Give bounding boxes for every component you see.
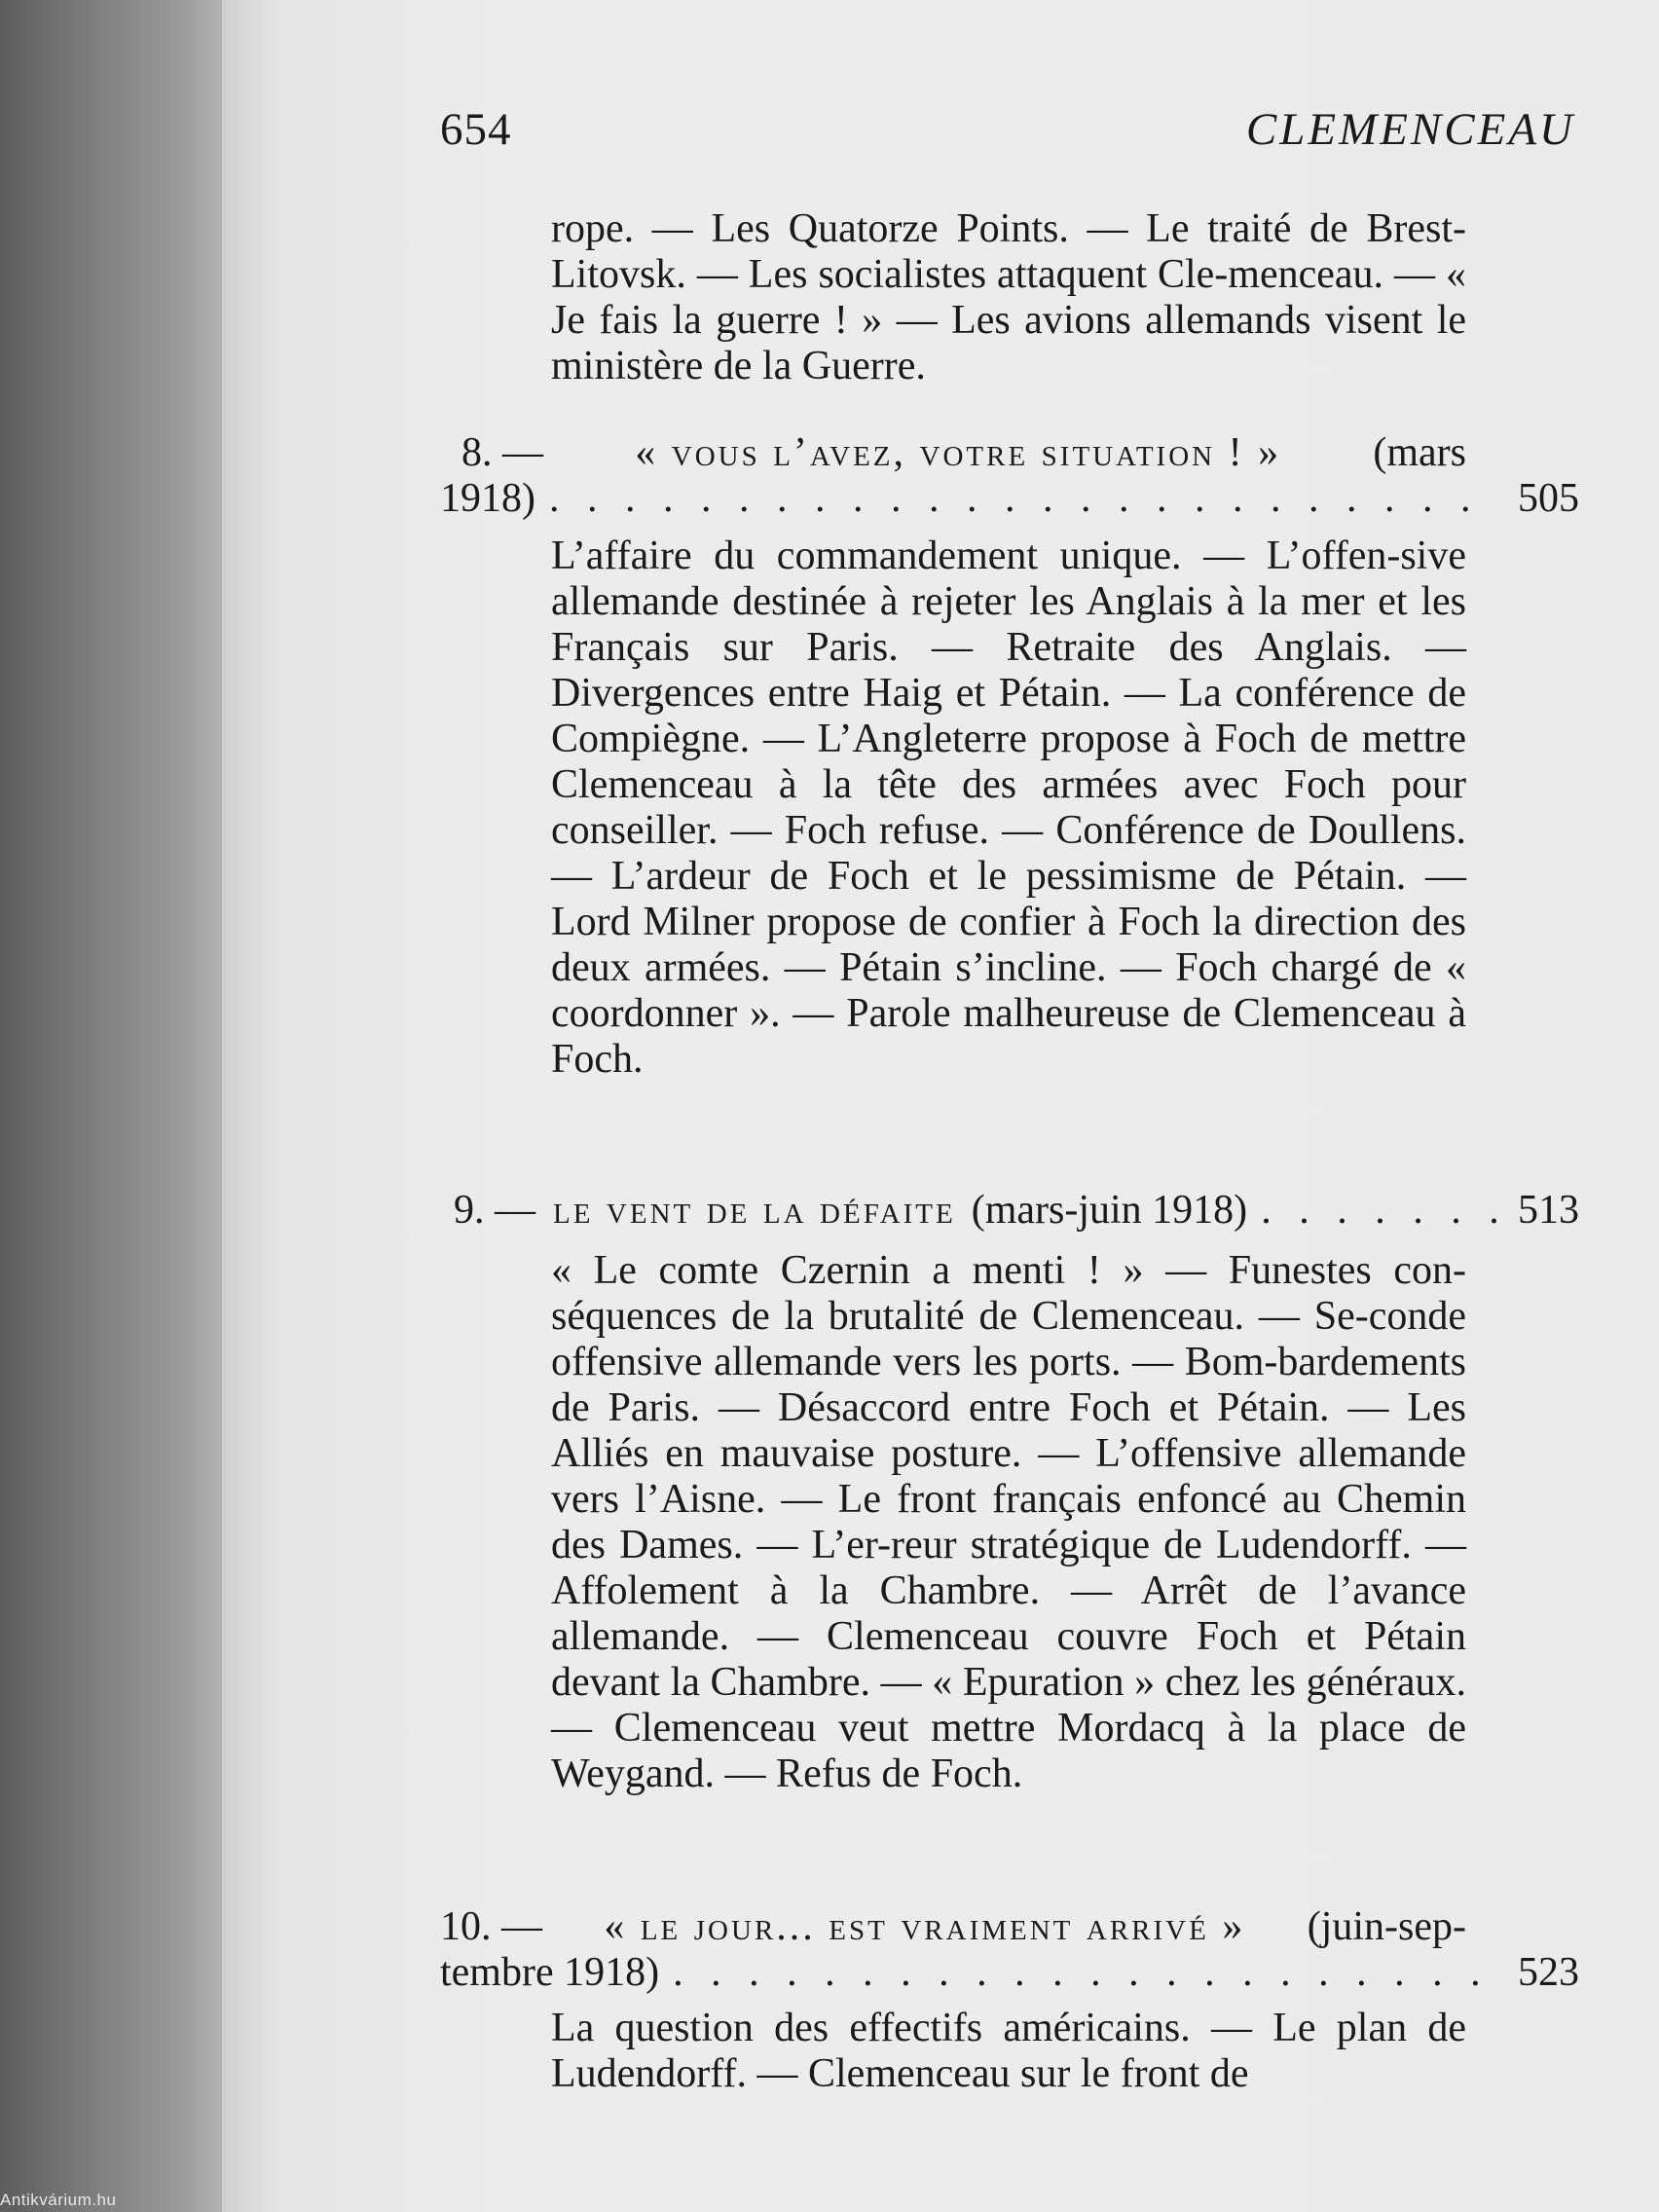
chapter-date-continued: tembre 1918) <box>440 1950 660 1995</box>
chapter-number: 10. — <box>440 1904 542 1949</box>
page-shadow-edge <box>0 0 224 2212</box>
chapter-date-continued: 1918) <box>440 476 535 521</box>
chapter-10-summary: La question des effectifs américains. — Le plan de Ludendorff. — Clemenceau sur le front de <box>551 2006 1466 2096</box>
dot-leader <box>1261 1188 1498 1234</box>
toc-entry-heading-line <box>440 1188 1579 1234</box>
chapter-title: « vous l’avez, votre situation ! » <box>635 430 1282 475</box>
toc-entry-chapter-8[interactable] <box>440 430 1579 522</box>
toc-entry-leader-line <box>440 1950 1579 1996</box>
toc-entry-heading-line <box>440 1904 1466 1950</box>
intro-paragraph: rope. — Les Quatorze Points. — Le traité de Brest-Litovsk. — Les socialistes attaquent Cle-menceau. — « Je fais la guerre ! » — Les avions allemands visent le ministère de la Guerre. <box>551 206 1466 388</box>
chapter-8-summary: L’affaire du commandement unique. — L’offen-sive allemande destinée à rejeter les Anglais à la mer et les Français sur Paris. — Retraite des Anglais. — Divergences entre Haig et Pétain. — La conférence de Compiègne. — L’Angleterre propose à Foch de mettre Clemenceau à la tête des armées avec Foch pour conseiller. — Foch refuse. — Conférence de Doullens. — L’ardeur de Foch et le pessimisme de Pétain. — Lord Milner propose de confier à Foch la direction des deux armées. — Pétain s’incline. — Foch chargé de « coordonner ». — Parole malheureuse de Clemenceau à Foch. <box>551 534 1466 1082</box>
chapter-title: le vent de la défaite <box>553 1188 956 1233</box>
chapter-number: 8. — <box>461 430 543 475</box>
page-reference[interactable]: 513 <box>1518 1188 1579 1233</box>
page-reference[interactable]: 523 <box>1518 1950 1579 1995</box>
chapter-date: (mars <box>1373 430 1466 475</box>
running-title: CLEMENCEAU <box>1245 104 1575 155</box>
dot-leader <box>549 476 1498 522</box>
toc-entry-heading-line <box>440 430 1466 476</box>
chapter-date: (juin-sep- <box>1307 1904 1466 1949</box>
page-reference[interactable]: 505 <box>1518 476 1579 521</box>
toc-entry-chapter-10[interactable] <box>440 1904 1579 1996</box>
dot-leader <box>673 1950 1498 1996</box>
toc-entry-leader-line <box>440 476 1579 522</box>
watermark: Antikvárium.hu <box>0 2191 117 2209</box>
toc-entry-chapter-9[interactable] <box>440 1188 1579 1234</box>
chapter-number: 9. — <box>454 1188 535 1233</box>
chapter-date: (mars-juin 1918) <box>971 1188 1248 1233</box>
page-number: 654 <box>440 104 512 155</box>
chapter-title: « le jour... est vraiment arrivé » <box>604 1904 1246 1949</box>
chapter-9-summary: « Le comte Czernin a menti ! » — Funestes con-séquences de la brutalité de Clemenceau. — Se-conde offensive allemande vers les ports. — Bom-bardements de Paris. — Désaccord entre Foch et Pétain. — Les Alliés en mauvaise posture. — L’offensive allemande vers l’Aisne. — Le front français enfoncé au Chemin des Dames. — L’er-reur stratégique de Ludendorff. — Affolement à la Chambre. — Arrêt de l’avance allemande. — Clemenceau couvre Foch et Pétain devant la Chambre. — « Epuration » chez les généraux. — Clemenceau veut mettre Mordacq à la place de Weygand. — Refus de Foch. <box>551 1248 1466 1796</box>
